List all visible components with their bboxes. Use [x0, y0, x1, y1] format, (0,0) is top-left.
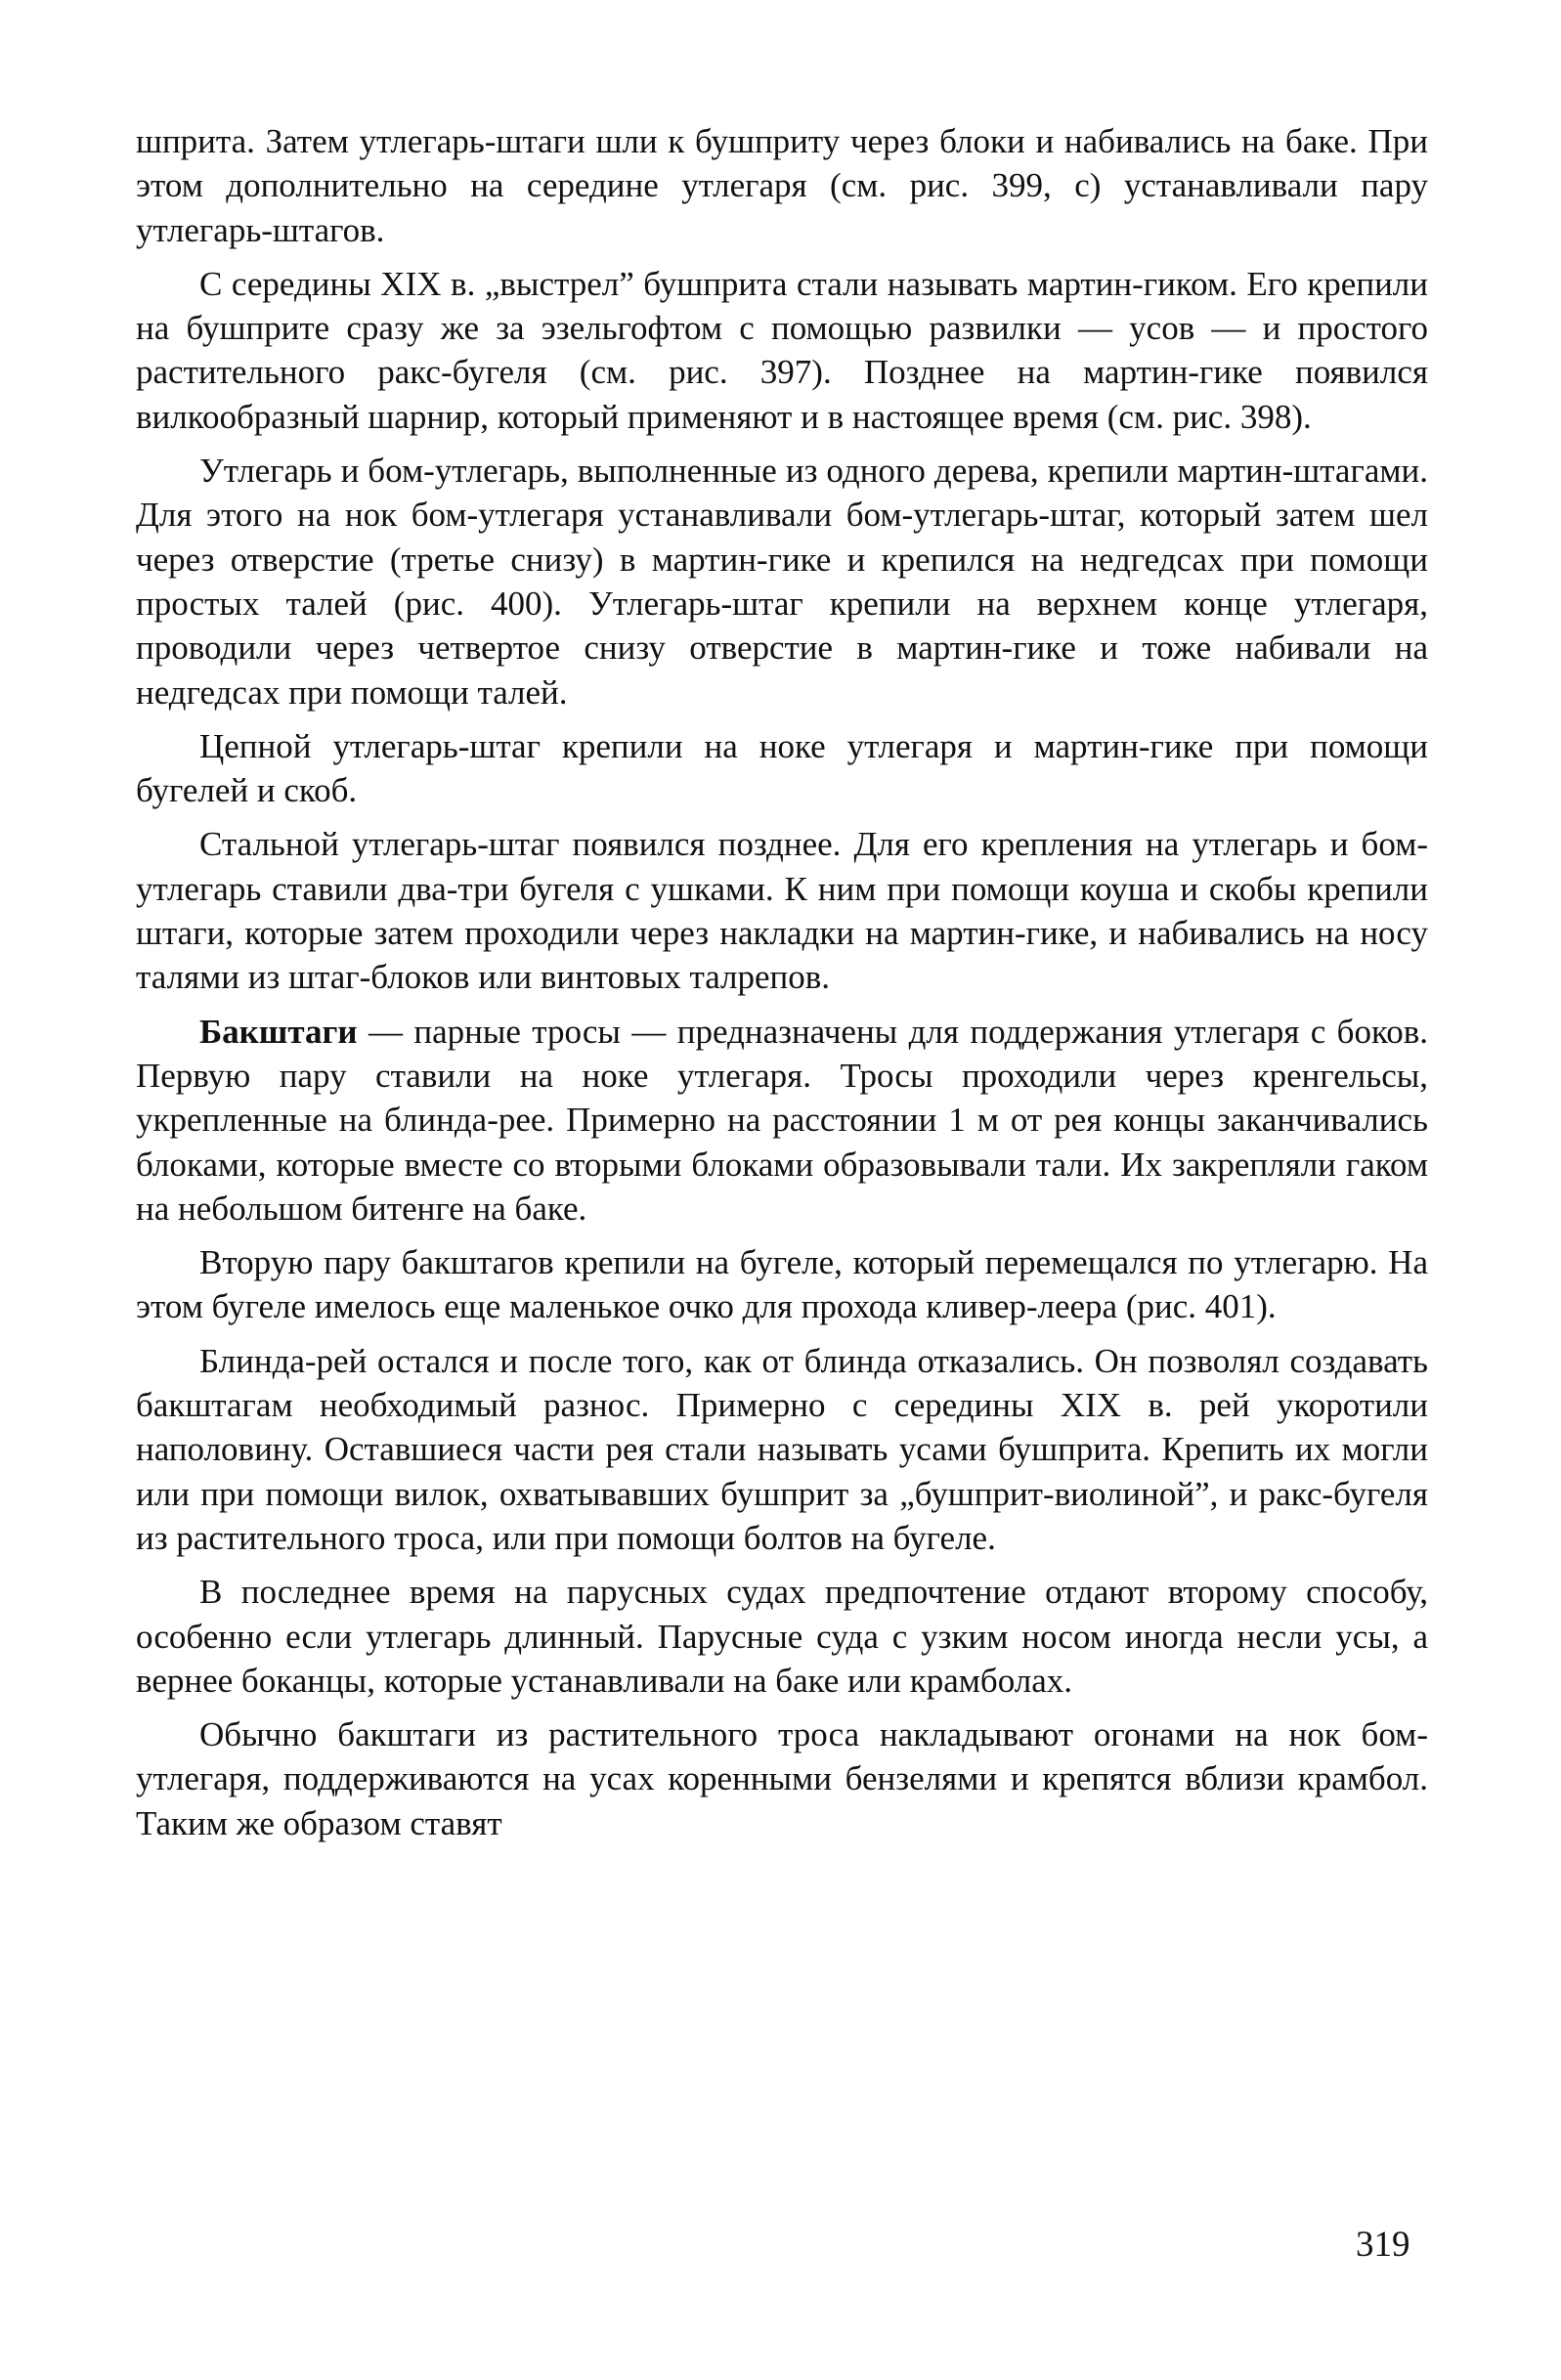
paragraph-second-pair: Вторую пару бакштагов крепили на бугеле, который перемещался по утлегарю. На этом бугеле имелось еще маленькое очко для прохода кливер-леера (рис. 401). — [136, 1243, 1428, 1326]
paragraph-martin-gik: С середины XIX в. „выстрел” бушприта стали называть мартин-гиком. Его крепили на бушприте сразу же за эзельгофтом с помощью развилки — усов — и простого растительного ракс-бугеля (см. рис. 397). Позднее на мартин-гике появился вилкообразный шарнир, который применяют и в настоящее время (см. рис. 398). — [136, 264, 1428, 436]
paragraph-steel-stay: Стальной утлегарь-штаг появился позднее. Для его крепления на утлегарь и бом-утлегарь ставили два-три бугеля с ушками. К ним при помощи коуша и скобы крепили штаги, которые затем проходили через накладки на мартин-гике, и набивались на носу талями из штаг-блоков или винтовых талрепов. — [136, 825, 1428, 997]
paragraph-backstays — [136, 1010, 1428, 1231]
term-backstays: Бакштаги — [199, 1012, 358, 1051]
paragraph-martin-stays: Утлегарь и бом-утлегарь, выполненные из одного дерева, крепили мартин-штагами. Для этого на нок бом-утлегаря устанавливали бом-утлегарь-штаг, который затем шел через отверстие (третье снизу) в мартин-гике и крепился на недгедсах при помощи простых талей (рис. 400). Утлегарь-штаг крепили на верхнем конце утлегаря, проводили через четвертое снизу отверстие в мартин-гике и тоже набивали на недгедсах при помощи талей. — [136, 452, 1428, 712]
page-number: 319 — [1356, 2225, 1410, 2265]
paragraph-usual-practice: Обычно бакштаги из растительного троса накладывают огонами на нок бом-утлегаря, поддерживаются на усах коренными бензелями и крепятся вблизи крамбол. Таким же образом ставят — [136, 1715, 1428, 1842]
paragraph-chain-stay: Цепной утлегарь-штаг крепили на ноке утлегаря и мартин-гике при помощи бугелей и скоб. — [136, 726, 1428, 810]
paragraph-continuation: шприта. Затем утлегарь-штаги шли к бушприту через блоки и набивались на баке. При этом дополнительно на середине утлегаря (см. рис. 399, с) устанавливали пару утлегарь-штагов. — [136, 122, 1428, 249]
paragraph-backstays-text: — парные тросы — предназначены для поддержания утлегаря с боков. Первую пару ставили на ноке утлегаря. Тросы проходили через кренгельсы, укрепленные на блинда-рее. Примерно на расстоянии 1 м от рея концы заканчивались блоками, которые вместе со вторыми блоками образовывали тали. Их закрепляли гаком на небольшом битенге на баке. — [136, 1012, 1428, 1228]
paragraph-sprit-yard: Блинда-рей остался и после того, как от блинда отказались. Он позволял создавать бакштагам необходимый разнос. Примерно с середины XIX в. рей укоротили наполовину. Оставшиеся части рея стали называть усами бушприта. Крепить их могли или при помощи вилок, охватывавших бушприт за „бушприт-виолиной”, и ракс-бугеля из растительного троса, или при помощи болтов на бугеле. — [136, 1341, 1428, 1557]
page-body — [136, 119, 1428, 1855]
paragraph-preference: В последнее время на парусных судах предпочтение отдают второму способу, особенно если утлегарь длинный. Парусные суда с узким носом иногда несли усы, а вернее боканцы, которые устанавливали на баке или крамболах. — [136, 1573, 1428, 1700]
